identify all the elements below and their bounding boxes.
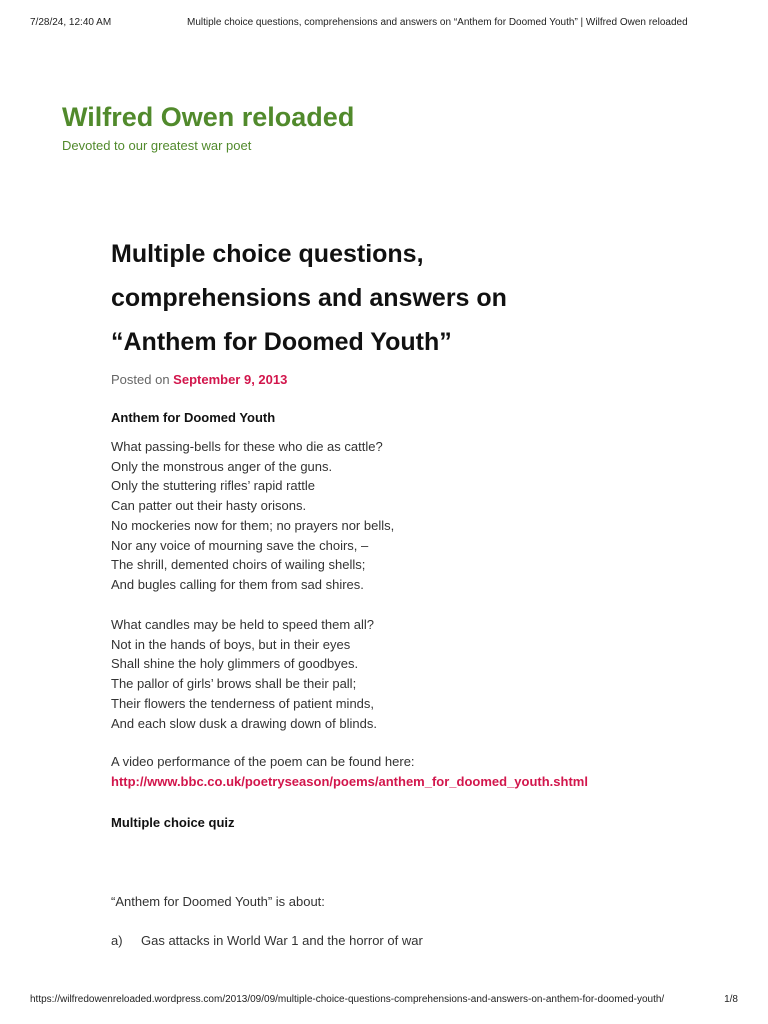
print-date: 7/28/24, 12:40 AM	[30, 17, 112, 28]
page-number: 1/8	[724, 994, 738, 1005]
poem-line: The shrill, demented choirs of wailing shells;	[111, 557, 366, 573]
option-text: Gas attacks in World War 1 and the horror of war	[141, 933, 423, 948]
print-url: https://wilfredowenreloaded.wordpress.com/2013/09/09/multiple-choice-questions-comprehensions-and-answers-on-anthem-for-doomed-youth/	[30, 994, 665, 1005]
poem-line: Can patter out their hasty orisons.	[111, 498, 307, 514]
print-page-title: Multiple choice questions, comprehensions and answers on “Anthem for Doomed Youth” | Wilfred Owen reloaded	[187, 17, 688, 28]
poem-line: Not in the hands of boys, but in their eyes	[111, 636, 351, 652]
poem-line: Only the stuttering rifles’ rapid rattle	[111, 478, 315, 494]
poem-line: And each slow dusk a drawing down of blinds.	[111, 715, 377, 731]
poem-stanza-2	[111, 615, 377, 733]
quiz-question: “Anthem for Doomed Youth” is about:	[111, 894, 325, 909]
quiz-heading: Multiple choice quiz	[111, 815, 235, 830]
video-intro-text: A video performance of the poem can be found here:	[111, 754, 415, 769]
post-title-line: Multiple choice questions,	[111, 240, 424, 268]
posted-on-label: Posted on	[111, 372, 170, 387]
poem-line: The pallor of girls’ brows shall be their pall;	[111, 676, 357, 692]
poem-line: And bugles calling for them from sad shires.	[111, 576, 364, 592]
poem-line: Their flowers the tenderness of patient minds,	[111, 695, 375, 711]
poem-stanza-1	[111, 437, 394, 595]
quiz-option-a	[111, 933, 423, 948]
bbc-video-link[interactable]: http://www.bbc.co.uk/poetryseason/poems/anthem_for_doomed_youth.shtml	[111, 774, 588, 789]
post-title-line: comprehensions and answers on	[111, 284, 507, 312]
post-title	[111, 232, 671, 364]
option-letter: a)	[111, 933, 123, 948]
poem-line: What candles may be held to speed them all?	[111, 617, 375, 632]
post-meta	[111, 372, 287, 387]
poem-line: Nor any voice of mourning save the choirs, –	[111, 537, 369, 553]
post-date-link[interactable]: September 9, 2013	[173, 372, 288, 387]
site-description: Devoted to our greatest war poet	[62, 138, 252, 153]
poem-line: No mockeries now for them; no prayers nor bells,	[111, 517, 395, 533]
site-title[interactable]: Wilfred Owen reloaded	[62, 102, 355, 132]
poem-line: Shall shine the holy glimmers of goodbyes.	[111, 656, 359, 672]
post-title-line: “Anthem for Doomed Youth”	[111, 328, 452, 356]
poem-line: What passing-bells for these who die as cattle?	[111, 439, 383, 454]
poem-line: Only the monstrous anger of the guns.	[111, 458, 333, 474]
poem-heading: Anthem for Doomed Youth	[111, 410, 276, 425]
